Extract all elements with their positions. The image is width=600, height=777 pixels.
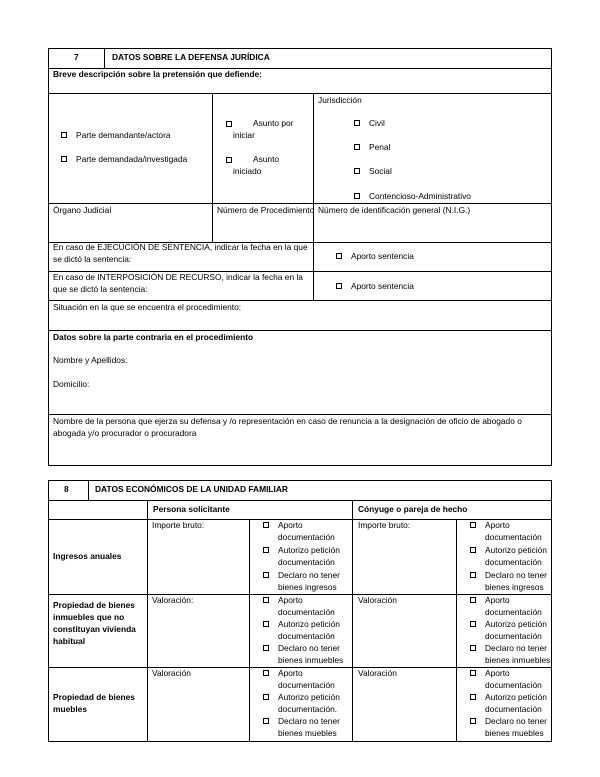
valoracion-inmuebles-solicitante: Valoración: bbox=[152, 595, 194, 605]
checkbox-icon bbox=[470, 694, 476, 700]
bienes-inmuebles-label: Propiedad de bienes inmuebles que no constituyan vivienda habitual bbox=[53, 600, 136, 646]
persona-solicitante-header: Persona solicitante bbox=[153, 504, 230, 514]
checkbox-icon bbox=[336, 253, 342, 259]
ingresos-solicitante-declaro-checkbox[interactable]: Declaro no tener bienes ingresos bbox=[255, 570, 352, 594]
checkbox-icon bbox=[263, 597, 269, 603]
section-8-number: 8 bbox=[64, 484, 69, 494]
checkbox-icon bbox=[61, 132, 67, 138]
breve-descripcion-label: Breve descripción sobre la pretensión que defiende: bbox=[53, 69, 262, 79]
checkbox-icon bbox=[470, 597, 476, 603]
checkbox-icon bbox=[226, 157, 232, 163]
checkbox-icon bbox=[354, 144, 360, 150]
parte-contraria-heading: Datos sobre la parte contraria en el procedimiento bbox=[53, 332, 254, 342]
inmuebles-solicitante-aporto-checkbox[interactable]: Aporto documentación bbox=[255, 595, 352, 619]
ejecucion-sentencia-label: En caso de EJECUCIÓN DE SENTENCIA, indicar la fecha en la que se dictó la sentencia: bbox=[53, 242, 308, 264]
ingresos-solicitante-aporto-checkbox[interactable]: Aporto documentación bbox=[255, 520, 352, 544]
section-8-title: DATOS ECONÓMICOS DE LA UNIDAD FAMILIAR bbox=[95, 484, 288, 494]
jurisdiccion-label: Jurisdicción bbox=[318, 95, 362, 105]
bienes-muebles-label: Propiedad de bienes muebles bbox=[53, 692, 135, 714]
checkbox-icon bbox=[470, 572, 476, 578]
checkbox-icon bbox=[470, 718, 476, 724]
jurisdiccion-contencioso-checkbox[interactable]: Contencioso-Administrativo bbox=[346, 191, 546, 203]
section-7-title: DATOS SOBRE LA DEFENSA JURÍDICA bbox=[112, 52, 270, 62]
jurisdiccion-social-checkbox[interactable]: Social bbox=[346, 166, 546, 178]
jurisdiccion-civil-checkbox[interactable]: Civil bbox=[346, 118, 546, 130]
situacion-procedimiento-label: Situación en la que se encuentra el procedimiento: bbox=[53, 302, 242, 312]
muebles-conyuge-aporto-checkbox[interactable]: Aporto documentación bbox=[462, 668, 552, 692]
interposicion-recurso-label: En caso de INTERPOSICIÓN DE RECURSO, indicar la fecha en la que se dictó la sentencia: bbox=[53, 272, 303, 294]
inmuebles-conyuge-aporto-checkbox[interactable]: Aporto documentación bbox=[462, 595, 552, 619]
checkbox-icon bbox=[354, 120, 360, 126]
valoracion-muebles-conyuge: Valoración bbox=[358, 668, 397, 678]
checkbox-icon bbox=[470, 547, 476, 553]
domicilio-label: Domicilio: bbox=[53, 379, 90, 389]
importe-bruto-conyuge: Importe bruto: bbox=[358, 520, 411, 530]
checkbox-icon bbox=[354, 168, 360, 174]
checkbox-icon bbox=[470, 621, 476, 627]
importe-bruto-solicitante: Importe bruto: bbox=[152, 520, 205, 530]
checkbox-icon bbox=[263, 694, 269, 700]
parte-demandada-checkbox[interactable]: Parte demandada/investigada bbox=[53, 154, 208, 166]
checkbox-icon bbox=[263, 547, 269, 553]
checkbox-icon bbox=[336, 283, 342, 289]
inmuebles-solicitante-declaro-checkbox[interactable]: Declaro no tener bienes inmuebles bbox=[255, 643, 352, 667]
valoracion-muebles-solicitante: Valoración bbox=[152, 668, 191, 678]
inmuebles-solicitante-autorizo-checkbox[interactable]: Autorizo petición documentación bbox=[255, 619, 352, 643]
ingresos-conyuge-declaro-checkbox[interactable]: Declaro no tener bienes ingresos bbox=[462, 570, 552, 594]
muebles-solicitante-autorizo-checkbox[interactable]: Autorizo petición documentación. bbox=[255, 692, 352, 716]
checkbox-icon bbox=[226, 121, 232, 127]
nig-label: Número de identificación general (N.I.G.) bbox=[318, 205, 471, 215]
ingresos-solicitante-autorizo-checkbox[interactable]: Autorizo petición documentación bbox=[255, 545, 352, 569]
valoracion-inmuebles-conyuge: Valoración bbox=[358, 595, 397, 605]
nombre-apellidos-label: Nombre y Apellidos: bbox=[53, 355, 128, 365]
ingresos-conyuge-autorizo-checkbox[interactable]: Autorizo petición documentación bbox=[462, 545, 552, 569]
aporto-sentencia-ejecucion-checkbox[interactable]: Aporto sentencia bbox=[328, 251, 528, 263]
muebles-conyuge-autorizo-checkbox[interactable]: Autorizo petición documentación bbox=[462, 692, 552, 716]
numero-procedimiento-label: Número de Procedimiento bbox=[217, 205, 315, 215]
aporto-sentencia-recurso-checkbox[interactable]: Aporto sentencia bbox=[328, 281, 528, 293]
checkbox-icon bbox=[61, 156, 67, 162]
checkbox-icon bbox=[470, 670, 476, 676]
checkbox-icon bbox=[263, 718, 269, 724]
ingresos-anuales-label: Ingresos anuales bbox=[53, 551, 122, 561]
checkbox-icon bbox=[470, 522, 476, 528]
conyuge-header: Cónyuge o pareja de hecho bbox=[358, 504, 468, 514]
ingresos-conyuge-aporto-checkbox[interactable]: Aporto documentación bbox=[462, 520, 552, 544]
inmuebles-conyuge-autorizo-checkbox[interactable]: Autorizo petición documentación bbox=[462, 619, 552, 643]
parte-demandante-checkbox[interactable]: Parte demandante/actora bbox=[53, 130, 208, 142]
checkbox-icon bbox=[263, 522, 269, 528]
checkbox-icon bbox=[263, 645, 269, 651]
checkbox-icon bbox=[470, 645, 476, 651]
checkbox-icon bbox=[263, 572, 269, 578]
muebles-solicitante-declaro-checkbox[interactable]: Declaro no tener bienes muebles bbox=[255, 716, 352, 740]
jurisdiccion-penal-checkbox[interactable]: Penal bbox=[346, 142, 546, 154]
organo-judicial-label: Órgano Judicial bbox=[53, 205, 112, 215]
checkbox-icon bbox=[263, 621, 269, 627]
section-7-number: 7 bbox=[74, 52, 79, 62]
renuncia-designacion-label: Nombre de la persona que ejerza su defensa y /o representación en caso de renuncia a la designación de oficio de abogado o abogada y/o procurador o procuradora bbox=[53, 416, 522, 438]
checkbox-icon bbox=[263, 670, 269, 676]
muebles-conyuge-declaro-checkbox[interactable]: Declaro no tener bienes muebles bbox=[462, 716, 552, 740]
muebles-solicitante-aporto-checkbox[interactable]: Aporto documentación bbox=[255, 668, 352, 692]
inmuebles-conyuge-declaro-checkbox[interactable]: Declaro no tener bienes inmuebles bbox=[462, 643, 552, 667]
checkbox-icon bbox=[354, 193, 360, 199]
